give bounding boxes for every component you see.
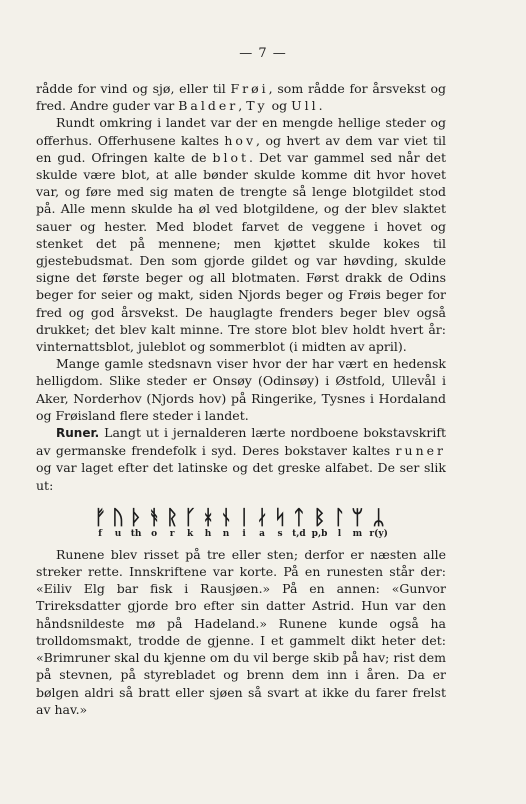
text: , og hvert av dem var viet til en gud. Ofringen kalte de [36, 132, 446, 165]
rune-table [91, 506, 391, 540]
text: rådde for vind og sjø, eller til [36, 81, 231, 96]
text: , [238, 98, 247, 114]
rune-letter: th [130, 528, 142, 539]
rune-letter: s [277, 528, 283, 539]
rune-letter: l [337, 528, 342, 539]
rune-letter: m [352, 528, 363, 539]
rune-letter: h [204, 528, 212, 539]
rune-glyph: ᛅ [256, 504, 269, 529]
rune-glyph: ᚦ [130, 504, 143, 529]
paragraph-stedsnavn: Mange gamle stedsnavn viser hvor der har vært en hedensk helligdom. Slike steder er Onsøy (Odinsøy) i Østfold, Ullevål i Aker, Norderhov (Njords hov) på Ringerike, Tysnes i Hordaland og Frøisland flere steder i landet. [36, 356, 446, 423]
term-runer: runer [395, 443, 446, 459]
text: . [318, 98, 323, 114]
paragraph-innskrifter: Runene blev risset på tre eller sten; derfor er næsten alle streker rette. Innskriftene var korte. På en runesten står der: «Eiliv Elg bar fisk i Rausjøen.» På en annen: «Gunvor Trireksdatter gjorde bro efter sin datter Astrid. Hun var den håndsnildeste mø på Hadeland.» Runene kunde også ha trolldomsmakt, trodde de gjenne. I et gammelt dikt heter det: «Brimruner skal du kjenne om du vil berge skib på hav; rist dem på stevnen, på styrebladet og brenn dem inn i åren. Da er bølgen aldri så bratt eller sjøen så svart at ikke du farer frelst av hav.» [36, 546, 446, 717]
text: Langt ut i jernalderen lærte nordboene bokstavskrift av germanske frendefolk i syd. Deres bokstaver kaltes [36, 425, 446, 459]
rune-glyph: ᚬ [148, 504, 161, 529]
page-body [36, 80, 446, 718]
rune-letter: r(y) [369, 528, 388, 539]
rune-glyph: ᛏ [292, 504, 305, 529]
rune-glyph: ᚾ [220, 504, 233, 529]
rune-letter: p,b [311, 528, 328, 539]
god-name-ull: Ull [291, 98, 319, 114]
term-hov: hov [224, 132, 257, 148]
rune-letter: k [186, 528, 194, 539]
paragraph-offerhus [36, 114, 446, 355]
rune-glyph: ᚠ [94, 504, 107, 529]
rune-glyph: ᚼ [202, 504, 215, 529]
section-heading-runer: Runer. [56, 426, 100, 441]
rune-glyph-row [91, 506, 391, 528]
text: , som rådde for årsvekst og fred. Andre guder var [36, 81, 447, 114]
text: Rundt omkring i landet var der en mengde hellige steder og offerhus. Offerhusene kaltes [36, 115, 446, 148]
rune-glyph: ᛋ [274, 504, 287, 529]
rune-letter: f [98, 528, 103, 539]
paragraph-runer [36, 424, 446, 494]
god-name-ty: Ty [246, 98, 268, 114]
god-name-froi: Frøi [230, 81, 269, 96]
rune-letter: n [222, 528, 230, 539]
paragraph-gods [36, 80, 446, 114]
rune-letter-row [91, 528, 391, 540]
rune-glyph: ᛁ [238, 504, 251, 529]
rune-letter: t,d [292, 528, 306, 539]
rune-letter: i [242, 528, 246, 539]
text: og [267, 98, 292, 114]
rune-glyph: ᛘ [351, 504, 364, 529]
rune-glyph: ᚴ [184, 504, 197, 529]
rune-glyph: ᚢ [112, 504, 125, 529]
rune-letter: r [169, 528, 175, 539]
text: og var laget efter det latinske og det greske alfabet. De ser slik ut: [36, 460, 446, 493]
rune-glyph: ᛦ [372, 504, 385, 529]
text: . Det var gammel sed når det skulde være blot, at alle bønder skulde komme dit hvor hovet var, og føre med sig maten de trengte så lenge blotgildet stod på. Alle menn skulde ha øl ved blotgildene, og der blev slaktet sauer og hester. Med blodet farvet de veggene i hovet og stenket det på mennene; men kjøttet skulde kokes til gjestebudsmat. Den som gjorde gildet og var høvding, skulde signe det første beger og all blotmaten. Først drakk de Odins beger for seier og makt, siden Njords beger og Frøis beger for fred og god årsvekst. De hauglagte frenders beger blev også drukket; det blev kalt minne. Tre store blot blev holdt hvert år: vinternattsblot, juleblot og sommerblot (i midten av april). [36, 149, 446, 355]
term-blot: blot [212, 149, 250, 165]
god-name-balder: Balder [178, 98, 239, 114]
rune-alphabet [36, 506, 446, 540]
rune-letter: a [259, 528, 265, 539]
rune-glyph: ᚱ [166, 504, 179, 529]
rune-glyph: ᛒ [313, 504, 326, 529]
page-number: — 7 — [239, 46, 287, 61]
rune-letter: o [151, 528, 158, 539]
rune-letter: u [114, 528, 122, 539]
rune-glyph: ᛚ [333, 504, 346, 529]
